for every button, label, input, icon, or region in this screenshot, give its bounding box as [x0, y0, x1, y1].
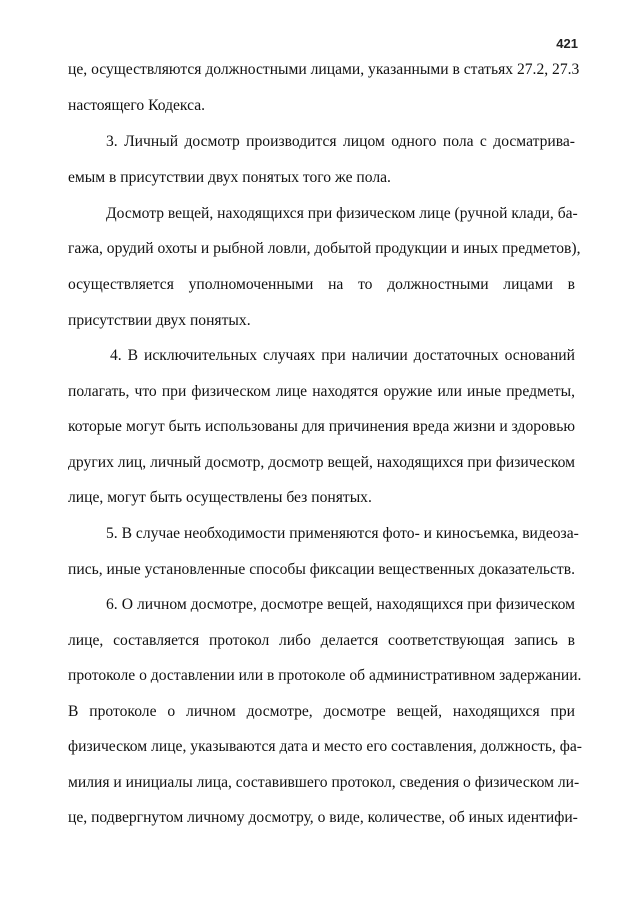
text-line: 3. Личный досмотр производится лицом одного пола с досматрива- [106, 133, 575, 150]
text-line: лице, могут быть осуществлены без понятых. [68, 489, 372, 506]
text-line: которые могут быть использованы для причинения вреда жизни и здоровью [68, 418, 575, 435]
text-line: осуществляется уполномоченными на то должностными лицами в [68, 276, 575, 293]
text-line: лице, составляется протокол либо делается соответствующая запись в [68, 632, 575, 649]
text-line: 4. В исключительных случаях при наличии достаточных оснований [110, 347, 575, 364]
text-line: це, подвергнутом личному досмотру, о виде, количестве, об иных идентифи- [68, 809, 578, 826]
text-line: физическом лице, указываются дата и место его составления, должность, фа- [68, 738, 582, 755]
text-line: протоколе о доставлении или в протоколе об административном задержании. [68, 667, 582, 684]
text-line: гажа, орудий охоты и рыбной ловли, добытой продукции и иных предметов), [68, 240, 581, 257]
text-line: присутствии двух понятых. [68, 312, 251, 329]
text-line: Досмотр вещей, находящихся при физическом лице (ручной клади, ба- [106, 205, 578, 222]
text-line: 5. В случае необходимости применяются фото- и киносъемка, видеоза- [106, 525, 579, 542]
text-line: пись, иные установленные способы фиксации вещественных доказательств. [68, 561, 575, 578]
text-line: милия и инициалы лица, составившего протокол, сведения о физическом ли- [68, 774, 580, 791]
text-line: 6. О личном досмотре, досмотре вещей, находящихся при физическом [106, 596, 575, 613]
text-line: настоящего Кодекса. [68, 97, 206, 114]
text-line: В протоколе о личном досмотре, досмотре вещей, находящихся при [68, 703, 575, 720]
text-line: других лиц, личный досмотр, досмотр вещей, находящихся при физическом [68, 454, 575, 471]
text-line: це, осуществляются должностными лицами, указанными в статьях 27.2, 27.3 [68, 61, 580, 78]
text-line: полагать, что при физическом лице находятся оружие или иные предметы, [68, 383, 575, 400]
page-number: 421 [556, 36, 578, 51]
text-line: емым в присутствии двух понятых того же пола. [68, 169, 391, 186]
